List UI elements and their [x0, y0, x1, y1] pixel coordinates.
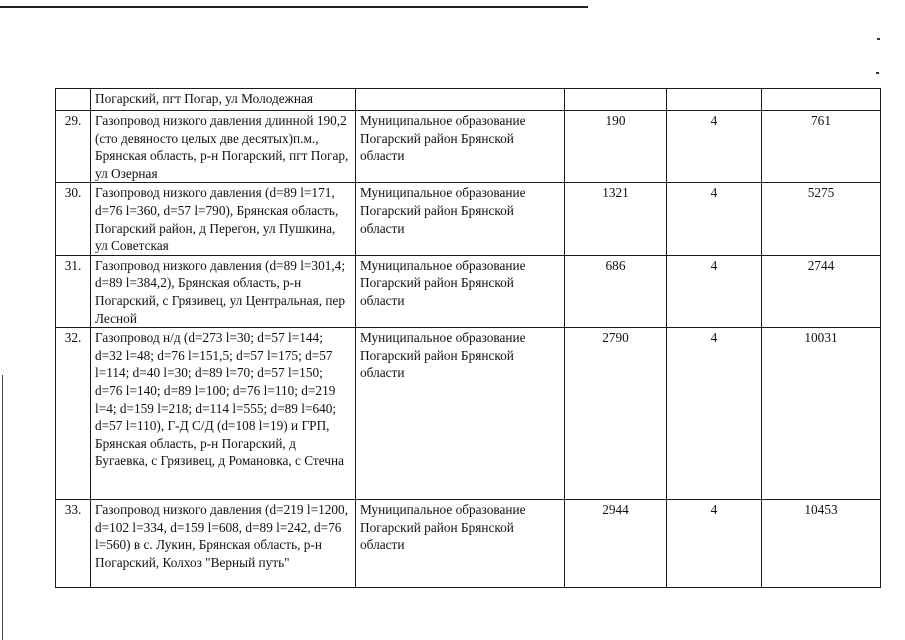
- value-1: 190: [565, 111, 667, 183]
- value-2: 4: [667, 255, 762, 327]
- table-row: [56, 111, 881, 183]
- value-1: 2944: [565, 500, 667, 588]
- holder: Муниципальное образование Погарский район Брянской области: [356, 500, 565, 588]
- value-2: 4: [667, 328, 762, 500]
- object-name: Газопровод н/д (d=273 l=30; d=57 l=144; d=32 l=48; d=76 l=151,5; d=57 l=175; d=57 l=114; d=40 l=30; d=89 l=70; d=57 l=150; d=76 l=140; d=89 l=100; d=76 l=110; d=219 l=4; d=159 l=218; d=114 l=555; d=89 l=640; d=57 l=110), Г-Д С/Д (d=108 l=19) и ГРП, Брянская область, р-н Погарский, д Бугаевка, с Грязивец, д Романовка, с Стечна: [91, 328, 356, 500]
- table-row: [56, 500, 881, 588]
- object-name: Газопровод низкого давления (d=89 l=171, d=76 l=360, d=57 l=790), Брянская область, Погарский район, д Перегон, ул Пушкина, ул Советская: [91, 183, 356, 255]
- value-3: 5275: [762, 183, 881, 255]
- row-number: 29.: [56, 111, 91, 183]
- property-register-table: [55, 88, 881, 588]
- table-row: [56, 328, 881, 500]
- holder: Муниципальное образование Погарский район Брянской области: [356, 111, 565, 183]
- row-number: [56, 89, 91, 111]
- value-1: 686: [565, 255, 667, 327]
- object-name: Газопровод низкого давления длинной 190,2 (сто девяносто целых две десятых)п.м., Брянская область, р-н Погарский, пгт Погар, ул Озерная: [91, 111, 356, 183]
- scan-speck: [876, 72, 879, 74]
- value-2: 4: [667, 500, 762, 588]
- table-row: [56, 89, 881, 111]
- object-name: Погарский, пгт Погар, ул Молодежная: [91, 89, 356, 111]
- value-1: 1321: [565, 183, 667, 255]
- value-2: 4: [667, 111, 762, 183]
- value-1: [565, 89, 667, 111]
- value-3: [762, 89, 881, 111]
- value-3: 2744: [762, 255, 881, 327]
- row-number: 30.: [56, 183, 91, 255]
- holder: [356, 89, 565, 111]
- row-number: 32.: [56, 328, 91, 500]
- holder: Муниципальное образование Погарский район Брянской области: [356, 328, 565, 500]
- scan-edge-line: [2, 375, 3, 640]
- row-number: 31.: [56, 255, 91, 327]
- table-row: [56, 255, 881, 327]
- value-3: 10453: [762, 500, 881, 588]
- value-3: 761: [762, 111, 881, 183]
- top-rule: [0, 6, 588, 8]
- row-number: 33.: [56, 500, 91, 588]
- value-2: 4: [667, 183, 762, 255]
- table-row: [56, 183, 881, 255]
- object-name: Газопровод низкого давления (d=89 l=301,4; d=89 l=384,2), Брянская область, р-н Погарский, с Грязивец, ул Центральная, пер Лесной: [91, 255, 356, 327]
- value-2: [667, 89, 762, 111]
- object-name: Газопровод низкого давления (d=219 l=1200, d=102 l=334, d=159 l=608, d=89 l=242, d=76 l=560) в с. Лукин, Брянская область, р-н Погарский, Колхоз "Верный путь": [91, 500, 356, 588]
- holder: Муниципальное образование Погарский район Брянской области: [356, 183, 565, 255]
- scan-speck: [877, 38, 880, 40]
- holder: Муниципальное образование Погарский район Брянской области: [356, 255, 565, 327]
- value-3: 10031: [762, 328, 881, 500]
- value-1: 2790: [565, 328, 667, 500]
